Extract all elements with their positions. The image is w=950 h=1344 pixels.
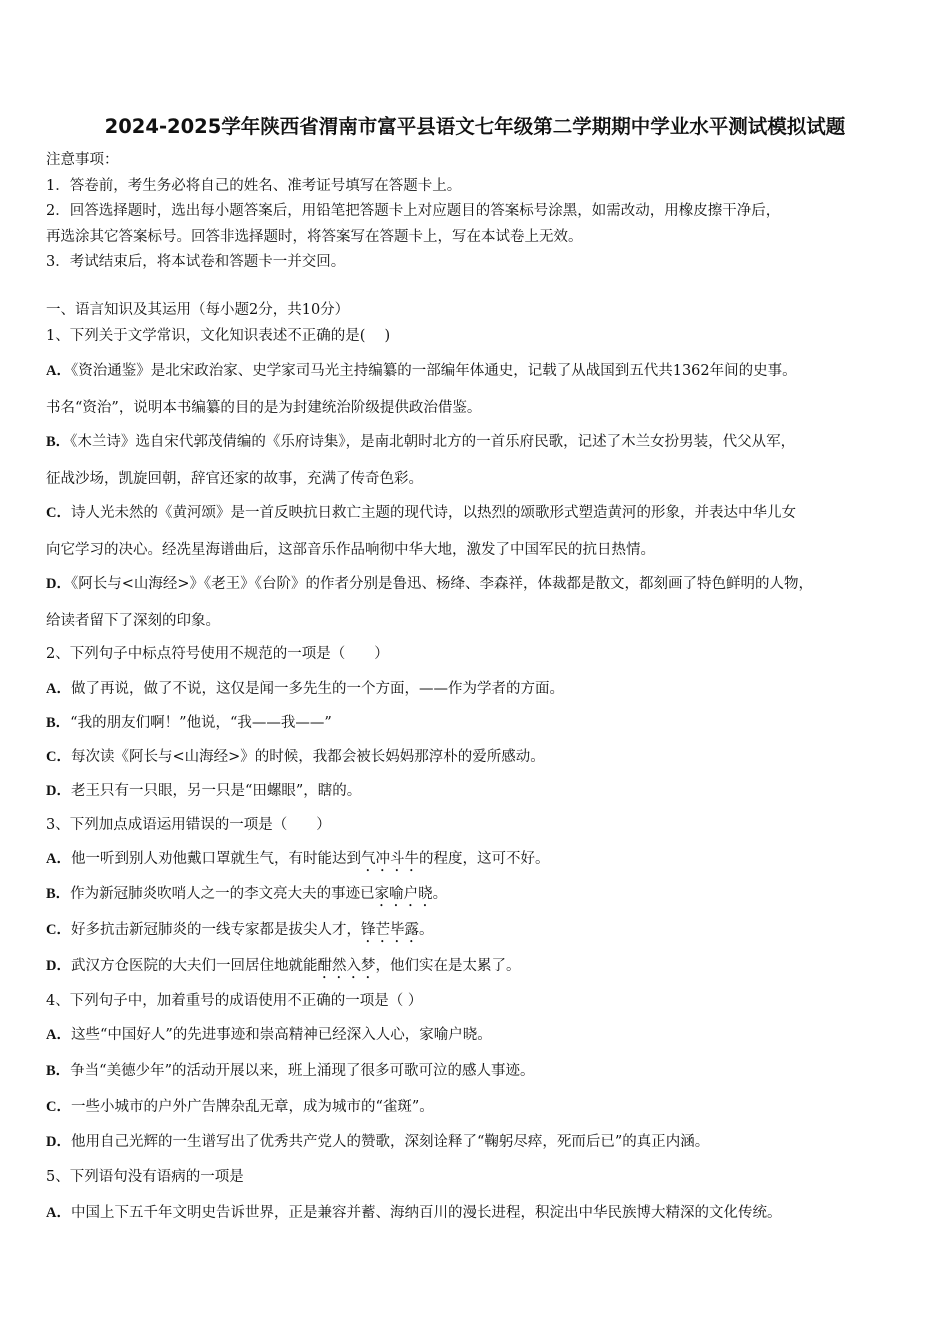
- exam-title: 2024-2025学年陕西省渭南市富平县语文七年级第二学期期中学业水平测试模拟试题: [104, 115, 846, 138]
- emphasized-idiom: 锋芒毕露: [360, 922, 419, 938]
- question-1-option-b-cont: 征战沙场，凯旋回朝，辞官还家的故事，充满了传奇色彩。: [46, 471, 423, 487]
- option-text: 的程度，这可不好。: [418, 851, 550, 867]
- question-1-option-a: [46, 361, 797, 381]
- notice-item-2: 2．回答选择题时，选出每小题答案后，用铅笔把答题卡上对应题目的答案标号涂黑，如需改动，用橡皮擦干净后，: [46, 203, 781, 219]
- question-1-option-d-cont: 给读者留下了深刻的印象。: [46, 613, 220, 629]
- option-text: 一些小城市的户外广告牌杂乱无章，成为城市的“雀斑”。: [70, 1099, 434, 1115]
- option-text: 。: [418, 922, 434, 938]
- question-4-option-b: [46, 1061, 535, 1081]
- option-label: A．: [46, 363, 71, 379]
- question-3-stem: 3、下列加点成语运用错误的一项是（ ）: [46, 817, 331, 833]
- option-text: 他一听到别人劝他戴口罩就生气，有时能达到: [70, 851, 361, 867]
- option-label: B．: [46, 1063, 71, 1079]
- option-text: 中国上下五千年文明史告诉世界，正是兼容并蓄、海纳百川的漫长进程，积淀出中华民族博大精深的文化传统。: [70, 1205, 782, 1221]
- option-label: B．: [46, 886, 71, 902]
- question-3-option-c: [46, 920, 433, 946]
- option-text: 好多抗击新冠肺炎的一线专家都是拔尖人才，: [70, 922, 361, 938]
- option-text: 《阿长与<山海经>》《老王》《台阶》的作者分别是鲁迅、杨绛、李森祥，体裁都是散文，都刻画了特色鲜明的人物，: [70, 576, 814, 592]
- notice-item-1: 1．答卷前，考生务必将自己的姓名、准考证号填写在答题卡上。: [46, 178, 462, 194]
- question-3-option-d: [46, 956, 520, 982]
- question-2-option-d: [46, 781, 361, 801]
- option-label: A．: [46, 681, 71, 697]
- option-text: “我的朋友们啊！”他说，“我——我——”: [70, 715, 332, 731]
- option-label: D．: [46, 958, 71, 974]
- option-label: B．: [46, 715, 71, 731]
- option-text: 《木兰诗》选自宋代郭茂倩编的《乐府诗集》，是南北朝时北方的一首乐府民歌，记述了木兰女扮男装，代父从军，: [70, 434, 796, 450]
- emphasized-idiom: 酣然入梦: [317, 958, 376, 974]
- option-text: 《资治通鉴》是北宋政治家、史学家司马光主持编纂的一部编年体通史，记载了从战国到五代共1362年间的史事。: [70, 363, 797, 379]
- option-text: 作为新冠肺炎吹哨人之一的李文亮大夫的事迹已: [70, 886, 375, 902]
- option-label: D．: [46, 783, 71, 799]
- option-text: 。: [432, 886, 448, 902]
- option-text: 做了再说，做了不说，这仅是闻一多先生的一个方面，——作为学者的方面。: [70, 681, 564, 697]
- notice-item-3: 3．考试结束后，将本试卷和答题卡一并交回。: [46, 254, 346, 270]
- option-text: 这些“中国好人”的先进事迹和崇高精神已经深入人心，家喻户晓。: [70, 1027, 492, 1043]
- option-text: 他用自己光辉的一生谱写出了优秀共产党人的赞歌，深刻诠释了“鞠躬尽瘁，死而后已”的真正内涵。: [70, 1134, 710, 1150]
- question-3-option-b: [46, 884, 447, 910]
- option-label: B．: [46, 434, 71, 450]
- section-heading: 一、语言知识及其运用（每小题2分，共10分）: [46, 302, 350, 318]
- option-text: ，他们实在是太累了。: [375, 958, 521, 974]
- question-4-stem: 4、下列句子中，加着重号的成语使用不正确的一项是（ ）: [46, 993, 423, 1009]
- question-3-option-a: [46, 849, 549, 875]
- notice-item-2-cont: 再选涂其它答案标号。回答非选择题时，将答案写在答题卡上，写在本试卷上无效。: [46, 229, 583, 245]
- question-5-option-a: [46, 1203, 781, 1223]
- question-1-option-d: [46, 574, 813, 594]
- option-label: C．: [46, 922, 71, 938]
- question-4-option-d: [46, 1132, 709, 1152]
- question-4-option-c: [46, 1097, 434, 1117]
- notice-heading: 注意事项：: [46, 152, 119, 168]
- option-label: D．: [46, 1134, 71, 1150]
- option-text: 诗人光未然的《黄河颂》是一首反映抗日救亡主题的现代诗，以热烈的颂歌形式塑造黄河的形象，并表达中华儿女: [70, 505, 796, 521]
- option-label: A．: [46, 1027, 71, 1043]
- option-label: D．: [46, 576, 71, 592]
- question-2-option-b: [46, 713, 332, 733]
- option-label: C．: [46, 1099, 71, 1115]
- emphasized-idiom: 气冲斗牛: [360, 851, 419, 867]
- option-label: C．: [46, 505, 71, 521]
- option-text: 武汉方仓医院的大夫们一回居住地就能: [70, 958, 318, 974]
- option-text: 争当“美德少年”的活动开展以来，班上涌现了很多可歌可泣的感人事迹。: [70, 1063, 535, 1079]
- question-1-option-b: [46, 432, 795, 452]
- option-text: 老王只有一只眼，另一只是“田螺眼”，瞎的。: [70, 783, 362, 799]
- option-label: A．: [46, 851, 71, 867]
- question-2-option-a: [46, 679, 564, 699]
- question-1-stem: 1、下列关于文学常识，文化知识表述不正确的是( ): [46, 328, 391, 344]
- question-5-stem: 5、下列语句没有语病的一项是: [46, 1169, 244, 1185]
- question-2-option-c: [46, 747, 545, 767]
- question-1-option-a-cont: 书名“资治”，说明本书编纂的目的是为封建统治阶级提供政治借鉴。: [46, 400, 482, 416]
- question-4-option-a: [46, 1025, 492, 1045]
- emphasized-idiom: 家喻户晓: [374, 886, 433, 902]
- question-1-option-c-cont: 向它学习的决心。经冼星海谱曲后，这部音乐作品响彻中华大地，激发了中国军民的抗日热情。: [46, 542, 655, 558]
- question-1-option-c: [46, 503, 796, 523]
- option-label: C．: [46, 749, 71, 765]
- option-label: A．: [46, 1205, 71, 1221]
- question-2-stem: 2、下列句子中标点符号使用不规范的一项是（ ）: [46, 646, 389, 662]
- option-text: 每次读《阿长与<山海经>》的时候，我都会被长妈妈那淳朴的爱所感动。: [70, 749, 545, 765]
